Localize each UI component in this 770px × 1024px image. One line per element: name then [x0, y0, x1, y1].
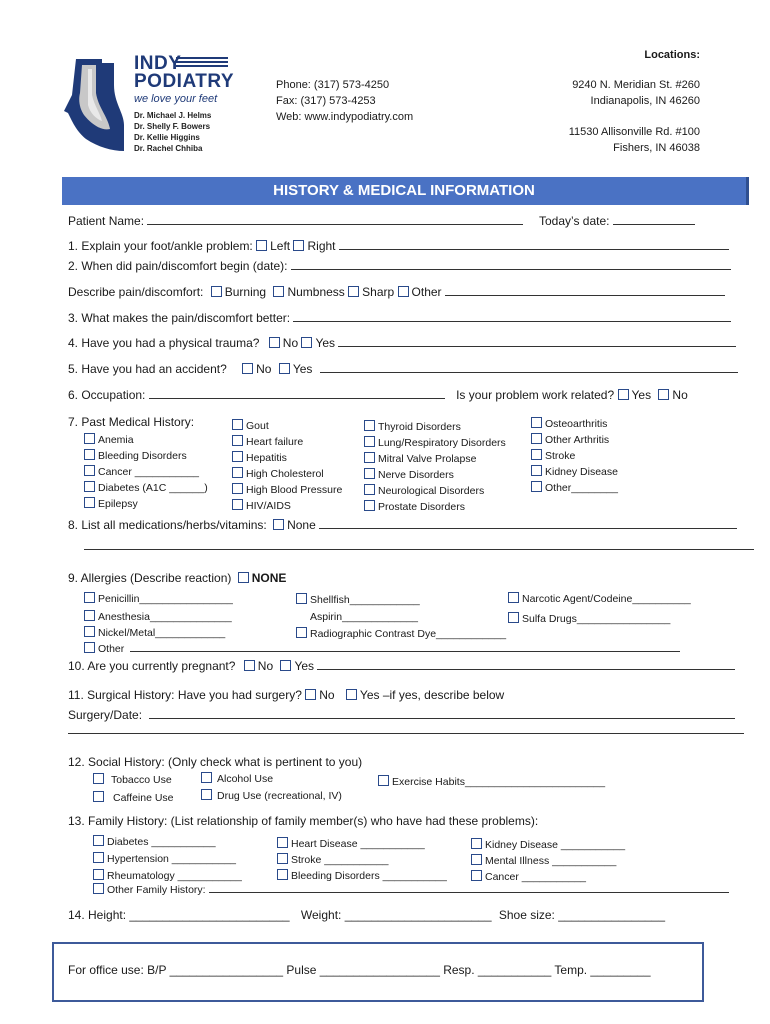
family-label: Rheumatology ___________ [107, 870, 242, 882]
checkbox[interactable] [364, 436, 375, 447]
doctor-name: Dr. Shelly F. Bowers [134, 122, 211, 131]
pmh-item[interactable] [364, 483, 506, 499]
q8-field-line2[interactable] [84, 549, 754, 550]
checkbox[interactable] [93, 773, 104, 784]
allergy-item[interactable] [508, 609, 691, 629]
checkbox[interactable] [378, 775, 389, 786]
checkbox[interactable] [296, 627, 307, 638]
checkbox[interactable] [93, 852, 104, 863]
patient-name-field[interactable] [147, 224, 523, 225]
q4-row [68, 336, 736, 350]
pmh-label: Anemia [98, 434, 134, 446]
pmh-item[interactable] [84, 496, 208, 512]
pmh-item[interactable] [232, 434, 342, 450]
checkbox[interactable] [471, 870, 482, 881]
checkbox[interactable] [84, 626, 95, 637]
burning-label: Burning [224, 285, 267, 299]
checkbox[interactable] [364, 500, 375, 511]
accident-yes-checkbox[interactable] [279, 363, 290, 374]
q3-label: 3. What makes the pain/discomfort better: [68, 311, 291, 325]
pmh-label: Other________ [545, 482, 618, 494]
tobacco-item[interactable] [93, 773, 172, 786]
family-label: Diabetes ___________ [107, 836, 216, 848]
work-yes-label: Yes [631, 388, 652, 402]
alcohol-item[interactable] [201, 772, 273, 785]
pmh-label: Heart failure [246, 436, 304, 448]
checkbox[interactable] [531, 481, 542, 492]
shoe-size-field[interactable]: Shoe size: ________________ [498, 908, 666, 922]
pregnant-yes-checkbox[interactable] [280, 660, 291, 671]
checkbox[interactable] [277, 853, 288, 864]
describe-label: Describe pain/discomfort: [68, 285, 204, 299]
q8-field[interactable] [319, 528, 737, 529]
accident-yes-label: Yes [292, 362, 313, 376]
pmh-label: Thyroid Disorders [378, 421, 461, 433]
pmh-label: Epilepsy [98, 498, 138, 510]
allergy-none-checkbox[interactable] [238, 572, 249, 583]
exercise-label: Exercise Habits________________________ [392, 776, 606, 788]
q12-label: 12. Social History: (Only check what is pertinent to you) [68, 755, 363, 769]
allergy-label: Radiographic Contrast Dye____________ [310, 628, 507, 640]
pmh-item[interactable] [84, 480, 208, 496]
family-label: Bleeding Disorders ___________ [291, 870, 447, 882]
occupation-field[interactable] [149, 398, 445, 399]
locations [569, 47, 700, 156]
q3-field[interactable] [293, 321, 731, 322]
allergy-label: Aspirin_____________ [310, 611, 419, 623]
pmh-item[interactable] [232, 418, 342, 434]
family-item[interactable] [277, 852, 447, 868]
pmh-label: Kidney Disease [545, 466, 618, 478]
checkbox[interactable] [232, 451, 243, 462]
todays-date-row [539, 214, 695, 228]
pmh-item[interactable] [232, 498, 342, 514]
fax: Fax: (317) 573-4253 [276, 95, 376, 107]
office-use-box [52, 942, 704, 1002]
pmh-label: Mitral Valve Prolapse [378, 453, 477, 465]
left-label: Left [270, 239, 291, 253]
caffeine-item[interactable] [93, 791, 174, 804]
q2-row [68, 259, 731, 273]
other-family-field[interactable] [209, 892, 729, 893]
q9-col1 [84, 591, 233, 657]
logo-stripes [176, 57, 228, 67]
q1-row [68, 239, 729, 253]
pmh-label: High Blood Pressure [246, 484, 343, 496]
allergy-item[interactable] [296, 609, 506, 626]
pmh-label: Other Arthritis [545, 434, 610, 446]
trauma-yes-label: Yes [315, 336, 336, 350]
family-item[interactable] [277, 836, 447, 852]
pmh-label: Hepatitis [246, 452, 287, 464]
checkbox[interactable] [471, 854, 482, 865]
q13-col2 [277, 836, 447, 884]
q1-label: 1. Explain your foot/ankle problem: [68, 239, 253, 253]
trauma-no-label: No [282, 336, 299, 350]
family-item[interactable] [93, 834, 242, 851]
trauma-yes-checkbox[interactable] [301, 337, 312, 348]
drug-item[interactable] [201, 789, 342, 802]
q7-col2 [232, 418, 342, 514]
checkbox[interactable] [508, 612, 519, 623]
other-pain-label: Other [411, 285, 442, 299]
pmh-item[interactable] [364, 499, 506, 515]
numbness-label: Numbness [287, 285, 345, 299]
patient-name-row [68, 214, 523, 228]
checkbox[interactable] [277, 837, 288, 848]
locations-title: Locations: [644, 49, 700, 61]
q11-label: 11. Surgical History: Have you had surgery? [68, 688, 302, 702]
surgery-yes-checkbox[interactable] [346, 689, 357, 700]
surgery-yes-label: Yes –if yes, describe below [359, 688, 505, 702]
q6-label: 6. Occupation: [68, 388, 146, 402]
q9-row [68, 571, 286, 585]
q9-label: 9. Allergies (Describe reaction) [68, 571, 232, 585]
pmh-item[interactable] [232, 466, 342, 482]
web: Web: www.indypodiatry.com [276, 111, 414, 123]
checkbox[interactable] [277, 869, 288, 880]
q13-col1 [93, 834, 242, 885]
surgery-field-line2[interactable] [68, 733, 744, 734]
pmh-label: Stroke [545, 450, 576, 462]
logo-name-line1: INDY [134, 53, 182, 74]
family-label: Kidney Disease ___________ [485, 839, 626, 851]
q14-row [68, 908, 665, 922]
pmh-label: Osteoarthritis [545, 418, 608, 430]
location2-line1: 11530 Allisonville Rd. #100 [568, 126, 700, 138]
meds-none-checkbox[interactable] [273, 519, 284, 530]
q7-col4 [531, 416, 618, 496]
q2-field[interactable] [291, 269, 731, 270]
checkbox[interactable] [93, 835, 104, 846]
sharp-label: Sharp [362, 285, 395, 299]
q9-col2 [296, 592, 506, 643]
checkbox[interactable] [471, 838, 482, 849]
location2-line2: Fishers, IN 46038 [613, 142, 700, 154]
drug-label: Drug Use (recreational, IV) [217, 790, 342, 802]
family-item[interactable] [471, 853, 625, 869]
q9-col3 [508, 589, 691, 629]
surgery-date-field[interactable] [149, 718, 735, 719]
trauma-no-checkbox[interactable] [269, 337, 280, 348]
checkbox[interactable] [84, 642, 95, 653]
allergy-label: Anesthesia______________ [98, 611, 232, 623]
allergy-label: Nickel/Metal____________ [98, 627, 226, 639]
other-family-label: Other Family History: [107, 884, 206, 896]
accident-no-label: No [256, 362, 272, 376]
pmh-item[interactable] [531, 464, 618, 480]
family-label: Stroke ___________ [291, 854, 389, 866]
allergy-label: Other [98, 643, 125, 655]
contact-info [276, 77, 413, 125]
q8-label: 8. List all medications/herbs/vitamins: [68, 518, 267, 532]
sharp-checkbox[interactable] [348, 286, 359, 297]
checkbox[interactable] [296, 593, 307, 604]
q8-row [68, 518, 737, 532]
checkbox[interactable] [201, 772, 212, 783]
checkbox[interactable] [232, 435, 243, 446]
checkbox[interactable] [531, 465, 542, 476]
burning-checkbox[interactable] [211, 286, 222, 297]
right-checkbox[interactable] [293, 240, 304, 251]
tobacco-label: Tobacco Use [111, 774, 172, 786]
q10-field[interactable] [317, 669, 735, 670]
todays-date-label: Today’s date: [539, 214, 610, 228]
family-item[interactable] [471, 837, 625, 853]
family-item[interactable] [93, 851, 242, 868]
q10-label: 10. Are you currently pregnant? [68, 659, 236, 673]
allergy-item[interactable] [84, 591, 233, 607]
logo-doctors [134, 110, 211, 154]
pmh-item[interactable] [364, 451, 506, 467]
pmh-label: Gout [246, 420, 269, 432]
q1-field[interactable] [339, 249, 729, 250]
pregnant-no-label: No [257, 659, 274, 673]
allergy-label: Shellfish____________ [310, 594, 420, 606]
logo-name-line2: PODIATRY [134, 71, 235, 92]
q6-row [68, 388, 688, 402]
meds-none-label: None [287, 518, 316, 532]
checkbox[interactable] [364, 452, 375, 463]
pmh-item[interactable] [364, 467, 506, 483]
allergy-label: Penicillin________________ [98, 593, 233, 605]
checkbox[interactable] [364, 484, 375, 495]
other-family-item[interactable] [93, 883, 729, 896]
checkbox[interactable] [531, 433, 542, 444]
doctor-name: Dr. Rachel Chhiba [134, 144, 203, 153]
allergy-other-field[interactable] [130, 651, 680, 652]
work-yes-checkbox[interactable] [618, 389, 629, 400]
family-item[interactable] [277, 868, 447, 884]
checkbox[interactable] [232, 419, 243, 430]
family-label: Hypertension ___________ [107, 853, 237, 865]
q4-field[interactable] [338, 346, 736, 347]
numbness-checkbox[interactable] [273, 286, 284, 297]
q13-col3 [471, 837, 625, 885]
right-label: Right [307, 239, 336, 253]
patient-name-label: Patient Name: [68, 214, 145, 228]
doctor-name: Dr. Kellie Higgins [134, 133, 200, 142]
pmh-item[interactable] [84, 464, 208, 480]
allergy-item[interactable] [296, 626, 506, 643]
other-pain-checkbox[interactable] [398, 286, 409, 297]
pregnant-yes-label: Yes [294, 659, 315, 673]
height-field[interactable]: 14. Height: ________________________ [68, 908, 290, 922]
caffeine-label: Caffeine Use [113, 792, 174, 804]
checkbox[interactable] [84, 433, 95, 444]
pmh-label: Prostate Disorders [378, 501, 465, 513]
allergy-item[interactable] [84, 625, 233, 641]
surgery-no-checkbox[interactable] [305, 689, 316, 700]
allergy-item[interactable] [296, 592, 506, 609]
pregnant-no-checkbox[interactable] [244, 660, 255, 671]
checkbox[interactable] [93, 869, 104, 880]
pmh-item[interactable] [84, 432, 208, 448]
work-related-label: Is your problem work related? [456, 388, 615, 402]
surgery-date-row [68, 708, 735, 722]
surgery-date-label: Surgery/Date: [68, 708, 143, 722]
pmh-item[interactable] [84, 448, 208, 464]
checkbox[interactable] [508, 592, 519, 603]
checkbox[interactable] [84, 497, 95, 508]
pmh-label: Diabetes (A1C ______) [98, 482, 208, 494]
allergy-label: Narcotic Agent/Codeine__________ [522, 593, 691, 605]
pmh-label: Nerve Disorders [378, 469, 454, 481]
q10-row [68, 659, 735, 673]
allergy-none-label: NONE [251, 571, 287, 585]
pmh-item[interactable] [531, 480, 618, 496]
pmh-item[interactable] [232, 482, 342, 498]
surgery-no-label: No [319, 688, 335, 702]
doctor-name: Dr. Michael J. Helms [134, 111, 212, 120]
checkbox[interactable] [84, 610, 95, 621]
logo [62, 55, 242, 160]
pmh-item[interactable] [531, 432, 618, 448]
todays-date-field[interactable] [613, 224, 695, 225]
checkbox[interactable] [84, 481, 95, 492]
pmh-label: Cancer ___________ [98, 466, 200, 478]
allergy-item[interactable] [508, 589, 691, 609]
q2-label: 2. When did pain/discomfort begin (date): [68, 259, 288, 273]
weight-field[interactable]: Weight: ______________________ [300, 908, 492, 922]
q5-label: 5. Have you had an accident? [68, 362, 227, 376]
q7-col1 [84, 432, 208, 512]
allergy-item[interactable] [84, 609, 233, 625]
checkbox[interactable] [531, 449, 542, 460]
pmh-label: HIV/AIDS [246, 500, 291, 512]
alcohol-label: Alcohol Use [217, 773, 274, 785]
allergy-label: Sulfa Drugs________________ [522, 613, 671, 625]
location1-line1: 9240 N. Meridian St. #260 [572, 79, 700, 91]
form-title-banner: HISTORY & MEDICAL INFORMATION [62, 177, 749, 205]
work-no-label: No [672, 388, 688, 402]
family-label: Mental Illness ___________ [485, 855, 617, 867]
pmh-label: Bleeding Disorders [98, 450, 187, 462]
family-label: Heart Disease ___________ [291, 838, 425, 850]
exercise-item[interactable] [378, 775, 605, 788]
checkbox[interactable] [84, 592, 95, 603]
foot-logo-icon [62, 55, 132, 155]
checkbox[interactable] [93, 791, 104, 802]
q13-label: 13. Family History: (List relationship of family member(s) who have had these problems): [68, 814, 539, 828]
logo-tagline: we love your feet [134, 93, 218, 105]
checkbox[interactable] [531, 417, 542, 428]
pmh-item[interactable] [364, 419, 506, 435]
describe-field[interactable] [445, 295, 725, 296]
work-no-checkbox[interactable] [658, 389, 669, 400]
checkbox[interactable] [84, 449, 95, 460]
q5-field[interactable] [320, 372, 738, 373]
pmh-item[interactable] [531, 448, 618, 464]
allergy-item[interactable] [84, 641, 233, 657]
q7-label: 7. Past Medical History: [68, 415, 195, 429]
describe-row [68, 285, 725, 299]
pmh-label: Neurological Disorders [378, 485, 485, 497]
checkbox[interactable] [84, 465, 95, 476]
family-label: Cancer ___________ [485, 871, 587, 883]
checkbox[interactable] [364, 468, 375, 479]
pmh-label: Lung/Respiratory Disorders [378, 437, 506, 449]
phone: Phone: (317) 573-4250 [276, 79, 390, 91]
checkbox[interactable] [232, 499, 243, 510]
q7-col3 [364, 419, 506, 515]
pmh-item[interactable] [364, 435, 506, 451]
q4-label: 4. Have you had a physical trauma? [68, 336, 260, 350]
checkbox[interactable] [232, 467, 243, 478]
pmh-item[interactable] [531, 416, 618, 432]
checkbox[interactable] [201, 789, 212, 800]
office-use-text: For office use: B/P _________________ Pulse __________________ Resp. ___________ Temp. _________ [68, 963, 651, 977]
checkbox[interactable] [364, 420, 375, 431]
pmh-item[interactable] [232, 450, 342, 466]
q11-row [68, 688, 504, 702]
left-checkbox[interactable] [256, 240, 267, 251]
accident-no-checkbox[interactable] [242, 363, 253, 374]
q3-row [68, 311, 731, 325]
pmh-label: High Cholesterol [246, 468, 324, 480]
checkbox[interactable] [232, 483, 243, 494]
checkbox[interactable] [93, 883, 104, 894]
q5-row [68, 362, 738, 376]
location1-line2: Indianapolis, IN 46260 [590, 95, 700, 107]
